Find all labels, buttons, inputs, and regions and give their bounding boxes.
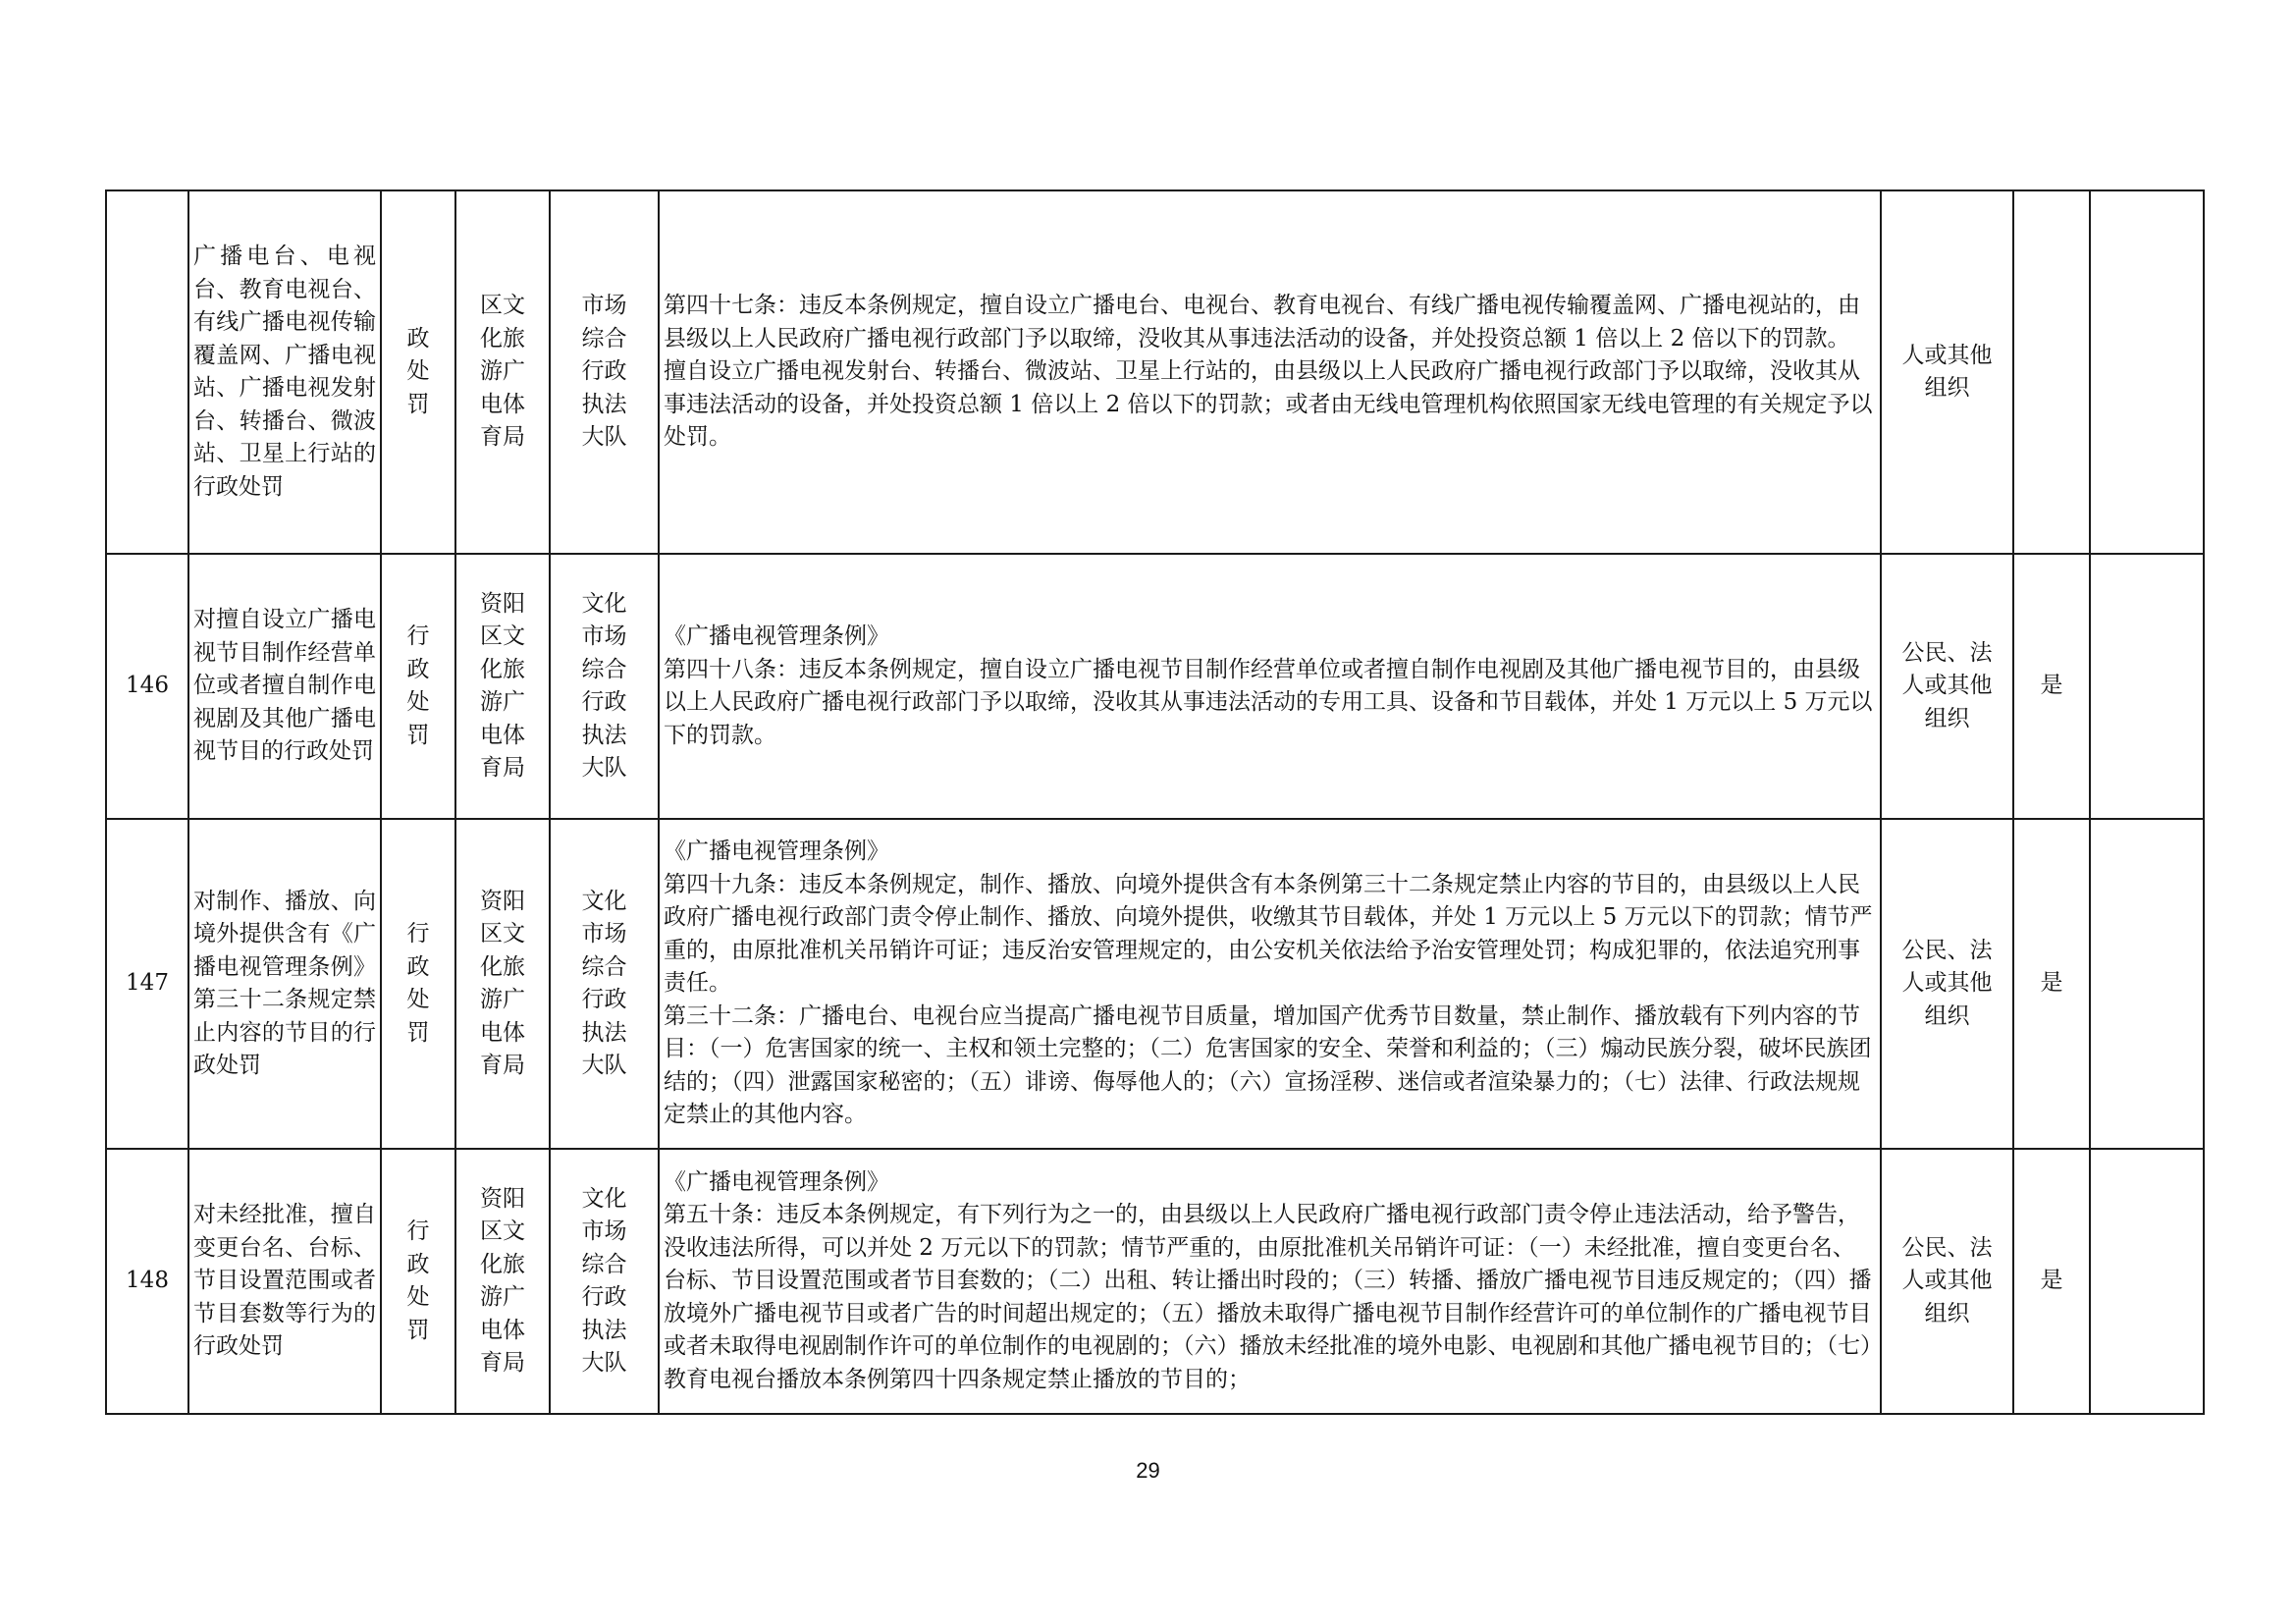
basis-paragraph: 第五十条：违反本条例规定，有下列行为之一的，由县级以上人民政府广播电视行政部门责令停止违法活动，给予警告，没收违法所得，可以并处 2 万元以下的罚款；情节严重的，由原批准机关吊销许可证：（一）未经批准，擅自变更台名、台标、节目设置范围或者节目套数的；（二）出租、转让播出时段的；（三）转播、播放广播电视节目违反规定的；（四）播放境外广播电视节目或者广告的时间超出规定的；（五）播放未取得广播电视节目制作经营许可的单位制作的广播电视节目或者未取得电视剧制作许可的单位制作的电视剧的；（六）播放未经批准的境外电影、电视剧和其他广播电视节目的；（七）教育电视台播放本条例第四十四条规定禁止播放的节目的； xyxy=(664,1202,1872,1392)
yes-flag: 是 xyxy=(2013,819,2090,1149)
basis-paragraph: 《广播电视管理条例》 xyxy=(664,839,889,865)
basis-paragraph: 《广播电视管理条例》 xyxy=(664,1168,889,1195)
legal-basis xyxy=(659,819,1881,1149)
table-row xyxy=(106,554,2204,819)
empty-cell xyxy=(2090,190,2204,554)
basis-paragraph: 第四十七条：违反本条例规定，擅自设立广播电台、电视台、教育电视台、有线广播电视传输覆盖网、广播电视站的，由县级以上人民政府广播电视行政部门予以取缔，没收其从事违法活动的设备，并处投资总额 1 倍以上 2 倍以下的罚款。 xyxy=(664,293,1860,352)
basis-paragraph: 第三十二条：广播电台、电视台应当提高广播电视节目质量，增加国产优秀节目数量，禁止制作、播放载有下列内容的节目：（一）危害国家的统一、主权和领土完整的；（二）危害国家的安全、荣誉和利益的；（三）煽动民族分裂，破坏民族团结的；（四）泄露国家秘密的；（五）诽谤、侮辱他人的；（六）宣扬淫秽、迷信或者渲染暴力的；（七）法律、行政法规规定禁止的其他内容。 xyxy=(664,1002,1872,1128)
row-number xyxy=(106,190,188,554)
department: 资阳区文化旅游广电体育局 xyxy=(455,1149,550,1414)
row-number: 146 xyxy=(106,554,188,819)
implementing-unit: 文化市场综合行政执法大队 xyxy=(550,819,659,1149)
implementing-unit: 市场综合行政执法大队 xyxy=(550,190,659,554)
table-row xyxy=(106,819,2204,1149)
item-name: 对未经批准，擅自变更台名、台标、节目设置范围或者节目套数等行为的行政处罚 xyxy=(188,1149,381,1414)
yes-flag: 是 xyxy=(2013,554,2090,819)
item-name: 广播电台、电视台、教育电视台、有线广播电视传输覆盖网、广播电视站、广播电视发射台、转播台、微波站、卫星上行站的行政处罚 xyxy=(188,190,381,554)
power-type: 行政处罚 xyxy=(381,1149,455,1414)
empty-cell xyxy=(2090,1149,2204,1414)
row-number: 148 xyxy=(106,1149,188,1414)
implementing-unit: 文化市场综合行政执法大队 xyxy=(550,554,659,819)
yes-flag: 是 xyxy=(2013,1149,2090,1414)
power-type: 政处罚 xyxy=(381,190,455,554)
department: 资阳区文化旅游广电体育局 xyxy=(455,819,550,1149)
basis-paragraph: 《广播电视管理条例》 xyxy=(664,623,889,649)
power-type: 行政处罚 xyxy=(381,819,455,1149)
enforcement-table xyxy=(105,189,2205,1415)
power-type: 行政处罚 xyxy=(381,554,455,819)
empty-cell xyxy=(2090,554,2204,819)
table-row xyxy=(106,190,2204,554)
item-name: 对制作、播放、向境外提供含有《广播电视管理条例》第三十二条规定禁止内容的节目的行政处罚 xyxy=(188,819,381,1149)
target-object: 公民、法人或其他组织 xyxy=(1881,554,2013,819)
basis-paragraph: 第四十九条：违反本条例规定，制作、播放、向境外提供含有本条例第三十二条规定禁止内容的节目的，由县级以上人民政府广播电视行政部门责令停止制作、播放、向境外提供，收缴其节目载体，并处 1 万元以上 5 万元以下的罚款；情节严重的，由原批准机关吊销许可证；违反治安管理规定的，由公安机关依法给予治安管理处罚；构成犯罪的，依法追究刑事责任。 xyxy=(664,871,1873,997)
table-row xyxy=(106,1149,2204,1414)
target-object: 公民、法人或其他组织 xyxy=(1881,1149,2013,1414)
legal-basis xyxy=(659,554,1881,819)
target-object: 人或其他组织 xyxy=(1881,190,2013,554)
row-number: 147 xyxy=(106,819,188,1149)
empty-cell xyxy=(2090,819,2204,1149)
implementing-unit: 文化市场综合行政执法大队 xyxy=(550,1149,659,1414)
target-object: 公民、法人或其他组织 xyxy=(1881,819,2013,1149)
yes-flag xyxy=(2013,190,2090,554)
legal-basis xyxy=(659,190,1881,554)
department: 区文化旅游广电体育局 xyxy=(455,190,550,554)
basis-paragraph: 擅自设立广播电视发射台、转播台、微波站、卫星上行站的，由县级以上人民政府广播电视行政部门予以取缔，没收其从事违法活动的设备，并处投资总额 1 倍以上 2 倍以下的罚款；或者由无线电管理机构依照国家无线电管理的有关规定予以处罚。 xyxy=(664,358,1873,451)
department: 资阳区文化旅游广电体育局 xyxy=(455,554,550,819)
basis-paragraph: 第四十八条：违反本条例规定，擅自设立广播电视节目制作经营单位或者擅自制作电视剧及其他广播电视节目的，由县级以上人民政府广播电视行政部门予以取缔，没收其从事违法活动的专用工具、设备和节目载体，并处 1 万元以上 5 万元以下的罚款。 xyxy=(664,656,1873,748)
page-number: 29 xyxy=(1136,1458,1160,1483)
item-name: 对擅自设立广播电视节目制作经营单位或者擅自制作电视剧及其他广播电视节目的行政处罚 xyxy=(188,554,381,819)
legal-basis xyxy=(659,1149,1881,1414)
